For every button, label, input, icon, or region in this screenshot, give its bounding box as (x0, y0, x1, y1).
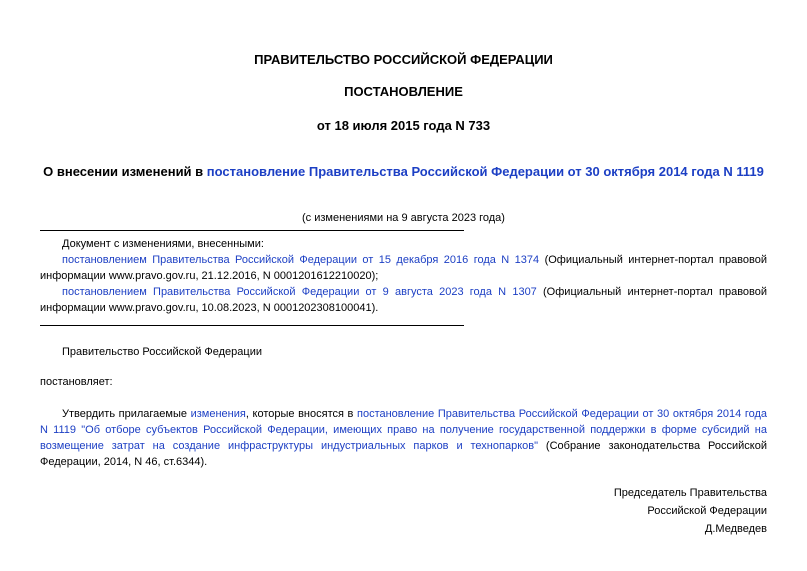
signature-title: Председатель Правительства (613, 487, 767, 499)
edition-note: (с изменениями на 9 августа 2023 года) (302, 212, 505, 224)
decides-line: постановляет: (40, 376, 113, 388)
change-item-2-source: (Официальный интернет-портал правовой информации www.pravo.gov.ru, 10.08.2023, N 0001202308100041). (40, 286, 768, 314)
title-link[interactable]: постановление Правительства Российской Федерации от 30 октября 2014 года N 1119 (206, 164, 764, 179)
change-item-2-link[interactable]: постановлением Правительства Российской Федерации от 9 августа 2023 года N 1307 (62, 286, 537, 298)
government-heading: ПРАВИТЕЛЬСТВО РОССИЙСКОЙ ФЕДЕРАЦИИ (254, 52, 553, 67)
change-item-1-source: (Официальный интернет-портал правовой информации www.pravo.gov.ru, 21.12.2016, N 0001201612210020); (40, 254, 767, 282)
change-item-2 (40, 284, 767, 316)
body-part-1: Утвердить прилагаемые (62, 408, 191, 420)
title-prefix: О внесении изменений в (43, 164, 207, 179)
change-item-1-link[interactable]: постановлением Правительства Российской Федерации от 15 декабря 2016 года N 1374 (62, 254, 540, 266)
change-item-1 (40, 252, 767, 284)
changes-list (40, 236, 767, 316)
body-part-2: , которые вносятся в (245, 408, 357, 420)
divider-bottom (40, 325, 464, 326)
body-paragraph (40, 406, 767, 470)
government-line: Правительство Российской Федерации (62, 346, 262, 358)
changes-link[interactable]: изменения (190, 408, 246, 420)
signature-org: Российской Федерации (647, 505, 767, 517)
body-part-3: (Собрание законодательства Российской Федерации, 2014, N 46, ст.6344). (40, 440, 767, 468)
document-title (40, 164, 767, 180)
doc-type-heading: ПОСТАНОВЛЕНИЕ (344, 84, 463, 99)
decree-1119-link[interactable]: постановление Правительства Российской Федерации от 30 октября 2014 года N 1119 "Об отборе субъектов Российской Федерации, имеющих право на получение государственной поддержки в форме субсидий на возмещение затрат на создание инфраструктуры индустриальных парков и технопарков" (40, 408, 767, 452)
divider-top (40, 230, 464, 231)
date-number-heading: от 18 июля 2015 года N 733 (316, 118, 491, 133)
signature-name: Д.Медведев (704, 523, 767, 535)
signature-block (614, 484, 767, 538)
changes-intro: Документ с изменениями, внесенными: (62, 238, 264, 250)
